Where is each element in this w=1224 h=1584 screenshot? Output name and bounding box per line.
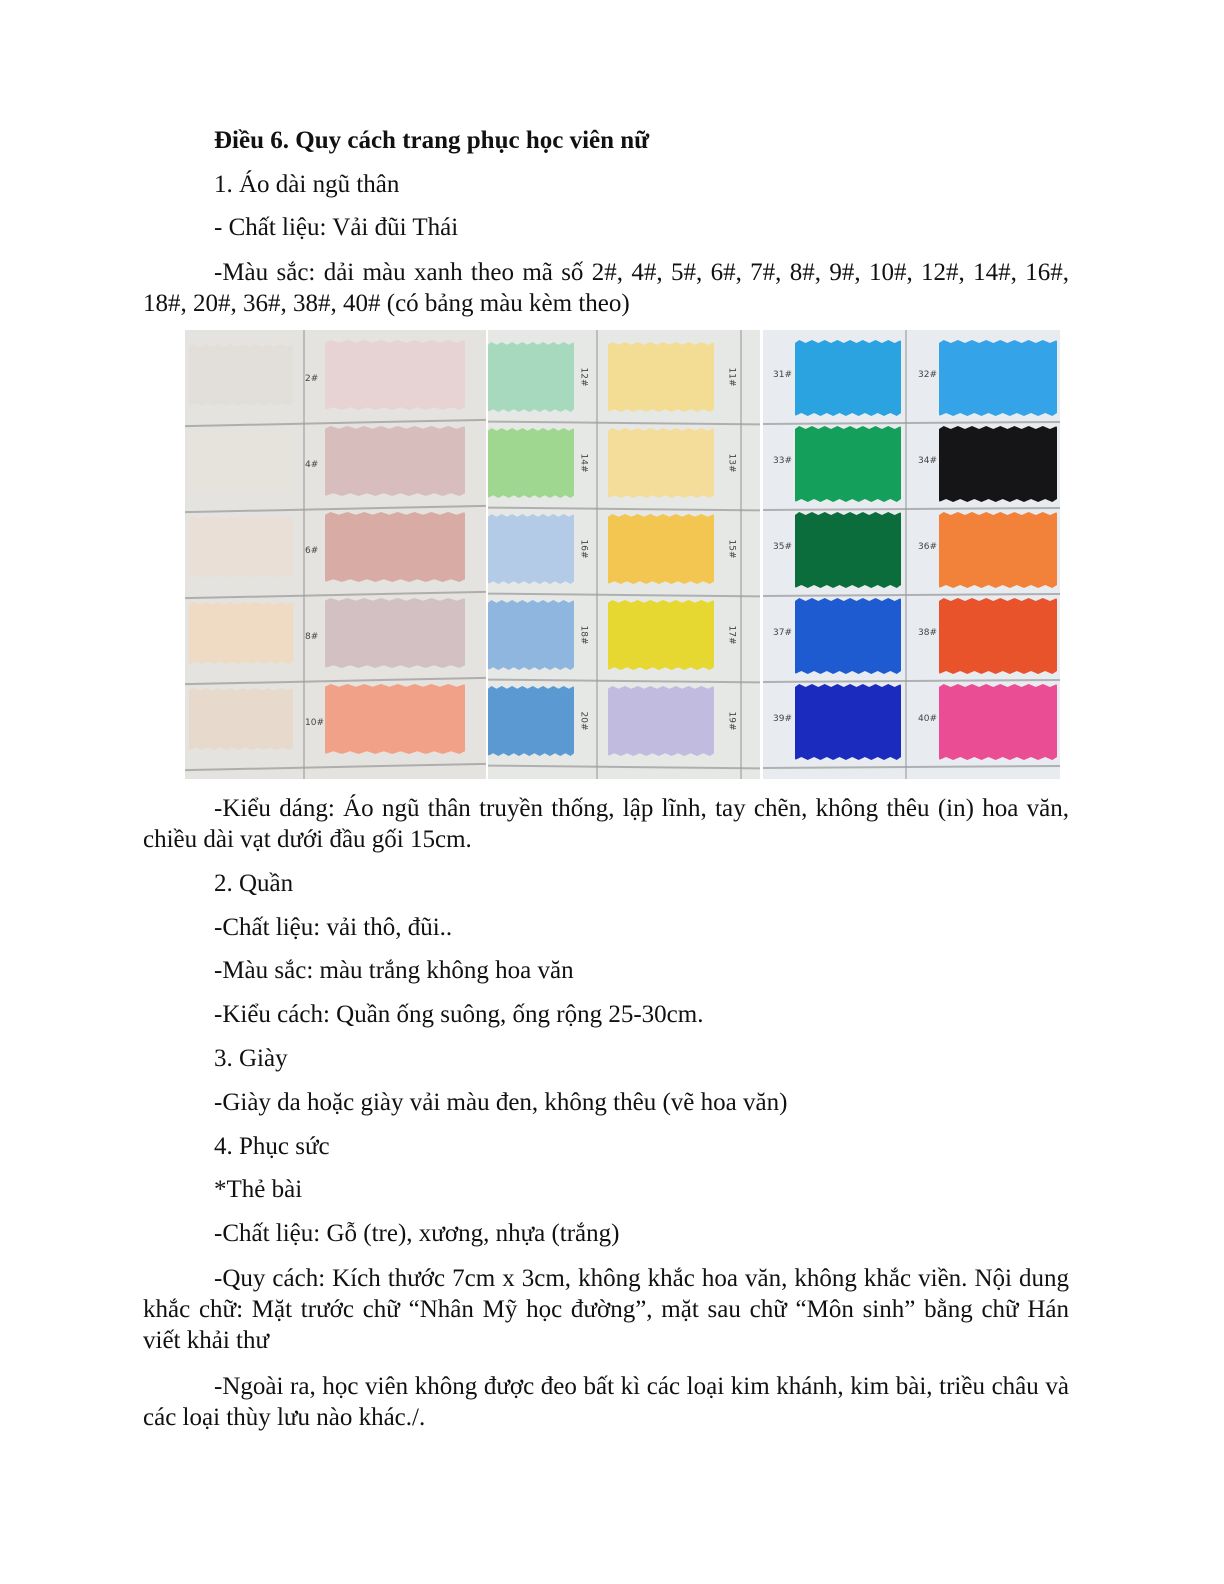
panel-1-rule [185, 763, 486, 771]
swatch-code-label: 39# [773, 714, 792, 724]
panel-1-rule [185, 677, 486, 685]
panel-2-divider [596, 330, 598, 779]
section-4-material: -Chất liệu: Gỗ (tre), xương, nhựa (trắng) [214, 1220, 620, 1247]
swatch-code-label: 11# [726, 367, 737, 387]
swatch-panel-1 [185, 330, 486, 779]
panel-3-rule [763, 765, 1060, 769]
swatch-3-right [939, 684, 1057, 760]
swatch-1-left [189, 688, 293, 750]
section-2-title: 2. Quần [214, 870, 294, 897]
swatch-3-left [795, 684, 901, 760]
swatch-code-label: 2# [305, 374, 319, 384]
swatch-3-left [795, 426, 901, 502]
section-4-note: -Ngoài ra, học viên không được đeo bất kì các loại kim khánh, kim bài, triều châu và các loại thùy lưu nào khác./. [143, 1373, 1069, 1431]
swatch-code-label: 36# [918, 542, 937, 552]
panel-2-rule [488, 765, 760, 770]
panel-3-divider [905, 330, 907, 779]
swatch-1-right [325, 426, 465, 496]
section-2-style: -Kiểu cách: Quần ống suông, ống rộng 25-30cm. [214, 1001, 704, 1028]
panel-2-divider [740, 330, 742, 779]
swatch-1-right [325, 598, 465, 668]
swatch-code-label: 4# [305, 460, 319, 470]
section-1-title: 1. Áo dài ngũ thân [214, 171, 400, 198]
section-3-desc: -Giày da hoặc giày vải màu đen, không thêu (vẽ hoa văn) [214, 1089, 788, 1116]
panel-2-rule [488, 507, 760, 512]
swatch-code-label: 16# [578, 539, 589, 559]
panel-3-rule [763, 679, 1060, 683]
swatch-code-label: 19# [726, 711, 737, 731]
swatch-1-right [325, 684, 465, 754]
swatch-code-label: 20# [578, 711, 589, 731]
swatch-3-left [795, 340, 901, 416]
swatch-1-left [189, 430, 293, 492]
swatch-2-left [488, 428, 574, 498]
swatch-2-left [488, 600, 574, 670]
swatch-code-label: 8# [305, 632, 319, 642]
swatch-code-label: 37# [773, 628, 792, 638]
article-heading: Điều 6. Quy cách trang phục học viên nữ [214, 127, 650, 154]
panel-2-rule [488, 679, 760, 684]
swatch-3-right [939, 598, 1057, 674]
swatch-1-left [189, 602, 293, 664]
swatch-2-right [608, 428, 714, 498]
swatch-2-left [488, 514, 574, 584]
swatch-1-right [325, 512, 465, 582]
panel-3-rule [763, 593, 1060, 597]
section-3-title: 3. Giày [214, 1045, 288, 1072]
swatch-code-label: 35# [773, 542, 792, 552]
swatch-3-left [795, 512, 901, 588]
panel-1-rule [185, 419, 486, 427]
swatch-code-label: 13# [726, 453, 737, 473]
panel-2-rule [488, 421, 760, 426]
swatch-2-right [608, 600, 714, 670]
swatch-1-right [325, 340, 465, 410]
swatch-1-left [189, 516, 293, 578]
swatch-3-right [939, 340, 1057, 416]
panel-2-rule [488, 593, 760, 598]
swatch-code-label: 6# [305, 546, 319, 556]
section-1-style: -Kiểu dáng: Áo ngũ thân truyền thống, lập lĩnh, tay chẽn, không thêu (in) hoa văn, chiều dài vạt dưới đầu gối 15cm. [143, 795, 1069, 853]
swatch-code-label: 40# [918, 714, 937, 724]
section-1-material: - Chất liệu: Vải đũi Thái [214, 214, 459, 241]
swatch-code-label: 32# [918, 370, 937, 380]
section-2-color: -Màu sắc: màu trắng không hoa văn [214, 957, 574, 984]
panel-3-rule [763, 507, 1060, 511]
section-2-material: -Chất liệu: vải thô, đũi.. [214, 914, 453, 941]
section-4-title: 4. Phục sức [214, 1133, 330, 1160]
swatch-2-right [608, 342, 714, 412]
swatch-code-label: 12# [578, 367, 589, 387]
swatch-panel-2 [488, 330, 760, 779]
swatch-panel-3 [763, 330, 1060, 779]
swatch-1-left [189, 344, 293, 406]
panel-3-rule [763, 421, 1060, 425]
panel-1-rule [185, 505, 486, 513]
section-4-subtitle: *Thẻ bài [214, 1176, 303, 1203]
section-1-color: -Màu sắc: dải màu xanh theo mã số 2#, 4#, 5#, 6#, 7#, 8#, 9#, 10#, 12#, 14#, 16#, 18#, 20#, 36#, 38#, 40# (có bảng màu kèm theo) [143, 259, 1069, 317]
swatch-code-label: 14# [578, 453, 589, 473]
swatch-code-label: 15# [726, 539, 737, 559]
swatch-code-label: 34# [918, 456, 937, 466]
panel-1-rule [185, 591, 486, 599]
color-swatch-photo [185, 330, 1060, 779]
swatch-2-right [608, 514, 714, 584]
swatch-3-left [795, 598, 901, 674]
swatch-code-label: 18# [578, 625, 589, 645]
swatch-code-label: 17# [726, 625, 737, 645]
swatch-code-label: 33# [773, 456, 792, 466]
swatch-code-label: 38# [918, 628, 937, 638]
swatch-2-left [488, 342, 574, 412]
swatch-3-right [939, 512, 1057, 588]
swatch-code-label: 10# [305, 718, 324, 728]
swatch-code-label: 31# [773, 370, 792, 380]
swatch-2-left [488, 686, 574, 756]
section-4-spec: -Quy cách: Kích thước 7cm x 3cm, không khắc hoa văn, không khắc viền. Nội dung khắc chữ: Mặt trước chữ “Nhân Mỹ học đường”, mặt sau chữ “Môn sinh” bằng chữ Hán viết khải thư [143, 1265, 1069, 1354]
swatch-3-right [939, 426, 1057, 502]
swatch-2-right [608, 686, 714, 756]
